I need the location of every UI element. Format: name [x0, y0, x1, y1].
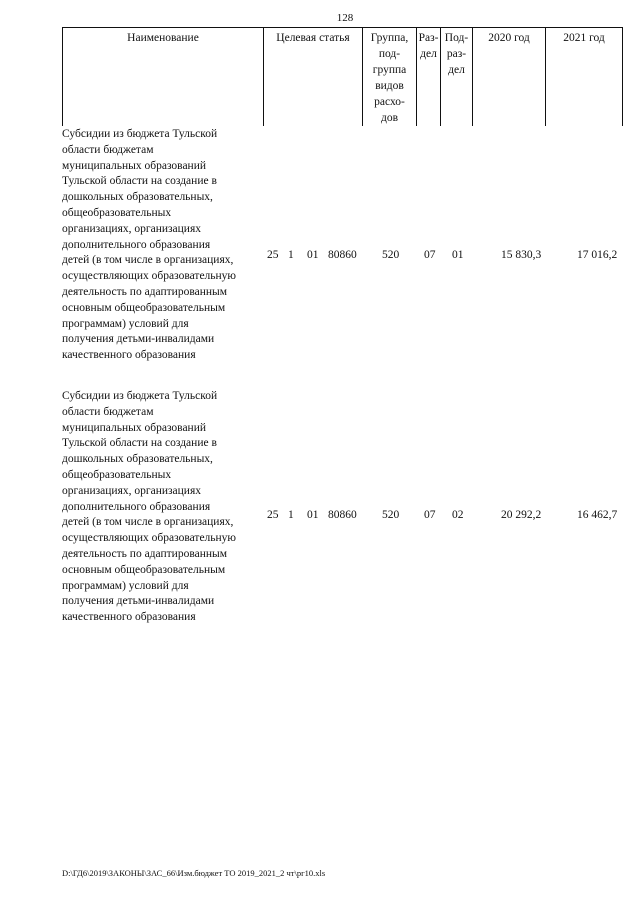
code-subprogram: 1 [288, 509, 294, 521]
cell-amount-2021: 17 016,2 [577, 249, 618, 261]
header-subsection: Под- раз- дел [441, 28, 473, 127]
cell-amount-2020: 20 292,2 [501, 509, 542, 521]
row-name: Субсидии из бюджета Тульской области бюджетам муниципальных образований Тульской области на создание в дошкольных образовательных, общеобразовательных организациях, организациях дополнительного образования детей (в том числе в организациях, осуществляющих образовательную деятельность по адаптированным основным общеобразовательным программам) условий для получения детьми-инвалидами качественного образования [62, 390, 237, 624]
file-path-footer: D:\ГД6\2019\ЗАКОНЫ\ЗАС_66\Изм.бюджет ТО 2019_2021_2 чт\рг10.xls [62, 868, 326, 878]
header-section: Раз- дел [417, 28, 441, 127]
code-program: 25 [267, 509, 279, 521]
code-program: 25 [267, 249, 279, 261]
code-activity: 01 [307, 249, 319, 261]
cell-section: 07 [424, 249, 436, 261]
header-target-article: Целевая статья [264, 28, 363, 127]
code-subprogram: 1 [288, 249, 294, 261]
header-year-2020: 2020 год [473, 28, 546, 127]
row-name: Субсидии из бюджета Тульской области бюджетам муниципальных образований Тульской области на создание в дошкольных образовательных, общеобразовательных организациях, организациях дополнительного образования детей (в том числе в организациях, осуществляющих образовательную деятельность по адаптированным основным общеобразовательным программам) условий для получения детьми-инвалидами качественного образования [62, 128, 237, 362]
cell-section: 07 [424, 509, 436, 521]
code-activity: 01 [307, 509, 319, 521]
table-row [62, 389, 640, 629]
cell-amount-2021: 16 462,7 [577, 509, 618, 521]
code-direction: 80860 [328, 249, 357, 261]
table-row [62, 127, 640, 367]
cell-group: 520 [382, 509, 400, 521]
table-header [62, 27, 623, 126]
code-direction: 80860 [328, 509, 357, 521]
cell-subsection: 02 [452, 509, 464, 521]
cell-group: 520 [382, 249, 400, 261]
cell-amount-2020: 15 830,3 [501, 249, 542, 261]
header-name: Наименование [63, 28, 264, 127]
page-number: 128 [336, 12, 354, 24]
cell-subsection: 01 [452, 249, 464, 261]
header-year-2021: 2021 год [546, 28, 623, 127]
header-group: Группа, под- группа видов расхо- дов [363, 28, 417, 127]
